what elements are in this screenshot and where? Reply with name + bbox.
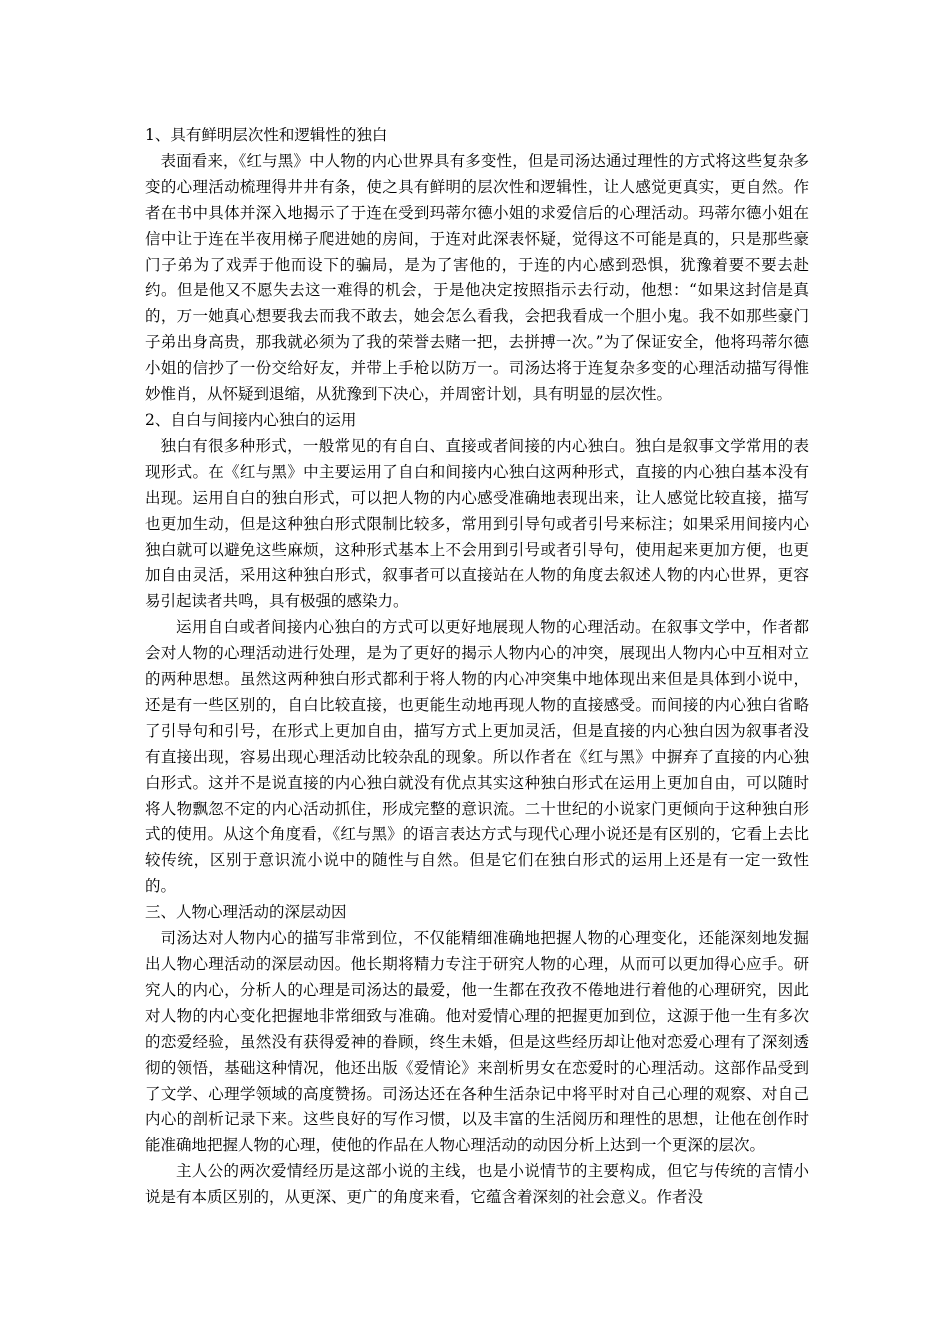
- document-page: [145, 123, 809, 1211]
- section-heading-monologue-logic: 1、具有鲜明层次性和逻辑性的独白: [145, 126, 388, 144]
- paragraph-love-experiences: 主人公的两次爱情经历是这部小说的主线，也是小说情节的主要构成，但它与传统的言情小说是有本质区别的，从更深、更广的角度来看，它蕴含着深刻的社会意义。作者没: [145, 1162, 809, 1207]
- paragraph-monologue-logic: 表面看来，《红与黑》中人物的内心世界具有多变性，但是司汤达通过理性的方式将这些复杂多变的心理活动梳理得井井有条，使之具有鲜明的层次性和逻辑性，让人感觉更真实，更自然。作者在书中具体并深入地揭示了于连在受到玛蒂尔德小姐的求爱信后的心理活动。玛蒂尔德小姐在信中让于连在半夜用梯子爬进她的房间，于连对此深表怀疑，觉得这不可能是真的，只是那些豪门子弟为了戏弄于他而设下的骗局，是为了害他的，于连的内心感到恐惧，犹豫着要不要去赴约。但是他又不愿失去这一难得的机会，于是他决定按照指示去行动，他想：“如果这封信是真的，万一她真心想要我去而我不敢去，她会怎么看我，会把我看成一个胆小鬼。我不如那些豪门子弟出身高贵，那我就必须为了我的荣誉去赌一把，去拼搏一次。”为了保证安全，他将玛蒂尔德小姐的信抄了一份交给好友，并带上手枪以防万一。司汤达将于连复杂多变的心理活动描写得惟妙惟肖，从怀疑到退缩，从犹豫到下决心，并周密计划，具有明显的层次性。: [145, 151, 809, 404]
- paragraph-monologue-comparison: 运用自白或者间接内心独白的方式可以更好地展现人物的心理活动。在叙事文学中，作者都会对人物的心理活动进行处理，是为了更好的揭示人物内心的冲突，展现出人物内心中互相对立的两种思想。虽然这两种独白形式都利于将人物的内心冲突集中地体现出来但是具体到小说中，还是有一些区别的，自白比较直接，也更能生动地再现人物的直接感受。而间接的内心独白省略了引导句和引号，在形式上更加自由，描写方式上更加灵活，但是直接的内心独白因为叙事者没有直接出现，容易出现心理活动比较杂乱的现象。所以作者在《红与黑》中摒弃了直接的内心独白形式。这并不是说直接的内心独白就没有优点其实这种独白形式在运用上更加自由，可以随时将人物飘忽不定的内心活动抓住，形成完整的意识流。二十世纪的小说家门更倾向于这种独白形式的使用。从这个角度看，《红与黑》的语言表达方式与现代心理小说还是有区别的，它看上去比较传统，区别于意识流小说中的随性与自然。但是它们在独白形式的运用上还是有一定一致性的。: [145, 618, 809, 896]
- paragraph-monologue-forms: 独白有很多种形式，一般常见的有自白、直接或者间接的内心独白。独白是叙事文学常用的表现形式。在《红与黑》中主要运用了自白和间接内心独白这两种形式，直接的内心独白基本没有出现。运用自白的独白形式，可以把人物的内心感受准确地表现出来，让人感觉比较直接，描写也更加生动，但是这种独白形式限制比较多，常用到引导句或者引号来标注；如果采用间接内心独白就可以避免这些麻烦，这种形式基本上不会用到引号或者引导句，使用起来更加方便，也更加自由灵活，采用这种独白形式，叙事者可以直接站在人物的角度去叙述人物的内心世界，更容易引起读者共鸣，具有极强的感染力。: [145, 436, 809, 611]
- paragraph-psychological-motives: 司汤达对人物内心的描写非常到位，不仅能精细准确地把握人物的心理变化，还能深刻地发掘出人物心理活动的深层动因。他长期将精力专注于研究人物的心理，从而可以更加得心应手。研究人的内心，分析人的心理是司汤达的最爱，他一生都在孜孜不倦地进行着他的心理研究，因此对人物的内心变化把握地非常细致与准确。他对爱情心理的把握更加到位，这源于他一生有多次的恋爱经验，虽然没有获得爱神的眷顾，终生未婚，但是这些经历却让他对恋爱心理有了深刻透彻的领悟，基础这种情况，他还出版《爱情论》来剖析男女在恋爱时的心理活动。这部作品受到了文学、心理学领域的高度赞扬。司汤达还在各种生活杂记中将平时对自己心理的观察、对自己内心的剖析记录下来。这些良好的写作习惯，以及丰富的生活阅历和理性的思想，让他在创作时能准确地把握人物的心理，使他的作品在人物心理活动的动因分析上达到一个更深的层次。: [145, 929, 809, 1155]
- section-heading-psychological-motives: 三、人物心理活动的深层动因: [145, 903, 347, 922]
- section-heading-monologue-forms: 2、自白与间接内心独白的运用: [145, 410, 357, 429]
